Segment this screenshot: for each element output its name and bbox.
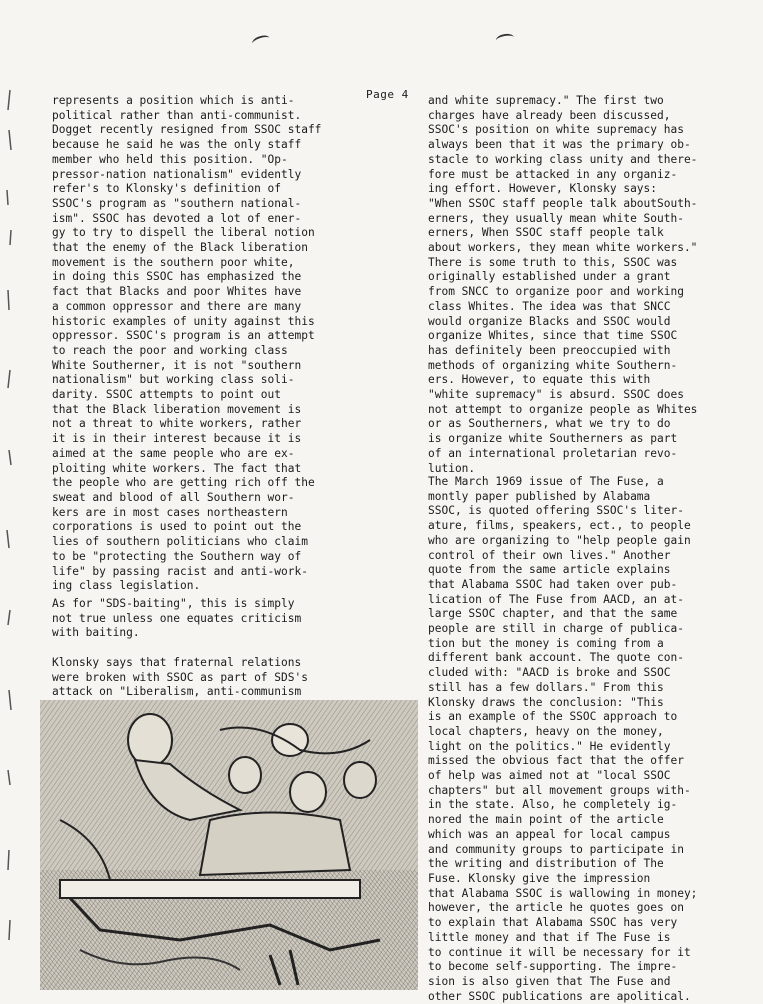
paragraph-text: and white supremacy." The first two charges have already been discussed, SSOC's position on white supremacy has always been that it was the primary ob- stacle to working class unity and there- fore must be attacked in any organiz- ing effort. However, Klonsky says: "When SSOC staff people talk aboutSouth- erners, they usually mean white South- erners, When SSOC staff people talk about workers, they mean white workers." There is some truth to this, SSOC was originally established under a grant from SNCC to organize poor and working class Whites. The idea was that SNCC would organize Blacks and SSOC would organize Whites, since that time SSOC has definitely been preoccupied with methods of organizing white Southern- ers. However, to equate this with "white supremacy" is absurd. SSOC does not attempt to organize people as Whites or as Southerners, what we try to do is organize white Southerners as part of an international proletarian revo- lution. xyxy=(428,94,698,475)
left-column-paragraph-1 xyxy=(52,94,358,594)
right-column-paragraph-1 xyxy=(428,94,728,476)
left-column-paragraph-3 xyxy=(52,656,358,700)
right-column-paragraph-2 xyxy=(428,475,728,1004)
top-scribble-mark-right xyxy=(495,33,514,46)
paragraph-text: As for "SDS-baiting", this is simply not true unless one equates criticism with baiting. xyxy=(52,597,302,640)
binder-edge-marks xyxy=(2,70,18,970)
top-scribble-mark-left xyxy=(251,33,271,48)
paragraph-text: represents a position which is anti- political rather than anti-communist. Dogget recently resigned from SSOC staff because he said he was the only staff member who held this position. "Op- pressor-nation nationalism" evidently refer's to Klonsky's definition of SSOC's program as "southern national- ism". SSOC has devoted a lot of ener- gy to try to dispell the liberal notion that the enemy of the Black liberation movement is the southern poor white, in doing this SSOC has emphasized the fact that Blacks and poor Whites have a common oppressor and there are many historic examples of unity against this oppressor. SSOC's program is an attempt to reach the poor and working class White Southerner, it is not "southern nationalism" but working class soli- darity. SSOC attempts to point out that the Black liberation movement is not a threat to white workers, rather it is in their interest because it is aimed at the same people who are ex- ploiting white workers. The fact that the people who are getting rich off the sweat and blood of all Southern wor- kers are in most cases northeastern corporations is used to point out the lies of southern politicians who claim to be "protecting the Southern way of life" by passing racist and anti-work- ing class legislation. xyxy=(52,94,322,593)
left-column-paragraph-2 xyxy=(52,597,358,641)
paragraph-text: Klonsky says that fraternal relations were broken with SSOC as part of SDS's attack on "Liberalism, anti-communism xyxy=(52,656,308,699)
page-number: Page 4 xyxy=(366,88,409,101)
cartoon-drawing xyxy=(40,700,418,990)
paragraph-text: The March 1969 issue of The Fuse, a montly paper published by Alabama SSOC, is quoted offering SSOC's liter- ature, films, speakers, ect., to people who are organizing to "help people gain control of their own lives." Another quote from the same article explains that Alabama SSOC had taken over pub- lication of The Fuse from AACD, an at- large SSOC chapter, and that the same people are still in charge of publica- tion but the money is coming from a different bank account. The quote con- cluded with: "AACD is broke and SSOC still has a few dollars." From this Klonsky draws the conclusion: "This is an example of the SSOC approach to local chapters, heavy on the money, light on the politics." He evidently missed the obvious fact that the offer of help was aimed not at "local SSOC chapters" but all movement groups with- in the state. Also, he completely ig- nored the main point of the article which was an appeal for local campus and community groups to participate in the writing and distribution of The Fuse. Klonsky give the impression that Alabama SSOC is wallowing in money; however, the article he quotes goes on to explain that Alabama SSOC has very little money and that if The Fuse is to continue it will be necessary for it to become self-supporting. The impre- sion is also given that The Fuse and other SSOC publications are apolitical. xyxy=(428,475,698,1003)
cartoon-illustration xyxy=(40,700,418,990)
